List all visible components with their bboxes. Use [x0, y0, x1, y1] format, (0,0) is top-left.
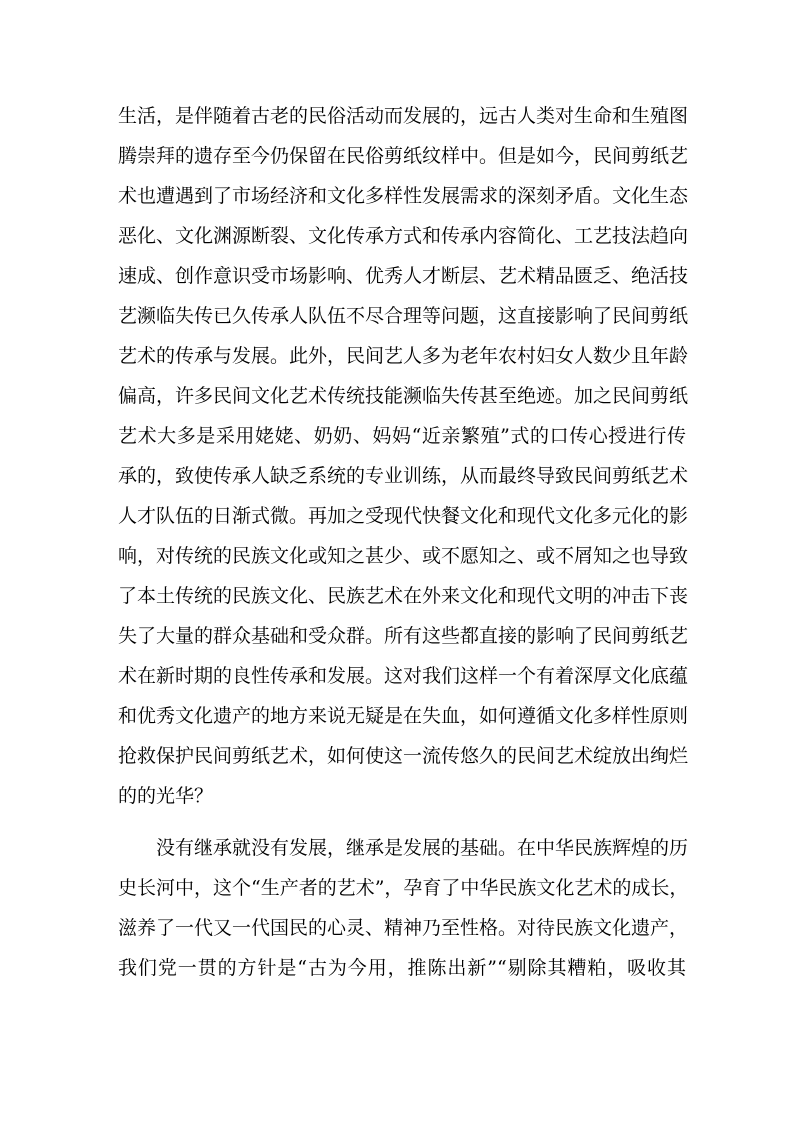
text-line: 艺术大多是采用姥姥、奶奶、妈妈“近亲繁殖”式的口传心授进行传 — [118, 425, 686, 447]
paragraph-2 — [118, 828, 689, 988]
text-line: 偏高，许多民间文化艺术传统技能濒临失传甚至绝迹。加之民间剪纸 — [118, 385, 689, 407]
text-line: 艺濒临失传已久传承人队伍不尽合理等问题，这直接影响了民间剪纸 — [118, 305, 689, 327]
paragraph-gap — [118, 816, 686, 828]
text-line: 腾崇拜的遗存至今仍保留在民俗剪纸纹样中。但是如今，民间剪纸艺 — [118, 145, 689, 167]
text-line: 没有继承就没有发展，继承是发展的基础。在中华民族辉煌的历 — [156, 837, 689, 859]
text-line: 滋养了一代又一代国民的心灵、精神乃至性格。对待民族文化遗产， — [118, 917, 689, 939]
text-line: 失了大量的群众基础和受众群。所有这些都直接的影响了民间剪纸艺 — [118, 625, 689, 647]
text-line: 生活，是伴随着古老的民俗活动而发展的，远古人类对生命和生殖图 — [118, 105, 689, 127]
text-line: 和优秀文化遗产的地方来说无疑是在失血，如何遵循文化多样性原则 — [118, 705, 689, 727]
text-line: 我们党一贯的方针是“古为今用，推陈出新”“剔除其糟粕，吸收其 — [118, 957, 686, 979]
text-line: 响，对传统的民族文化或知之甚少、或不愿知之、或不屑知之也导致 — [118, 545, 689, 567]
text-line: 艺术的传承与发展。此外，民间艺人多为老年农村妇女人数少且年龄 — [118, 345, 689, 367]
text-line: 的的光华？ — [118, 785, 214, 807]
text-line: 承的，致使传承人缺乏系统的专业训练，从而最终导致民间剪纸艺术 — [118, 465, 689, 487]
text-line: 术也遭遇到了市场经济和文化多样性发展需求的深刻矛盾。文化生态 — [118, 185, 689, 207]
paragraph-1 — [118, 96, 689, 816]
text-line: 恶化、文化渊源断裂、文化传承方式和传承内容简化、工艺技法趋向 — [118, 225, 689, 247]
text-line: 史长河中，这个“生产者的艺术”，孕育了中华民族文化艺术的成长， — [118, 877, 689, 899]
text-line: 抢救保护民间剪纸艺术，如何使这一流传悠久的民间艺术绽放出绚烂 — [118, 745, 689, 767]
text-line: 速成、创作意识受市场影响、优秀人才断层、艺术精品匮乏、绝活技 — [118, 265, 689, 287]
text-line: 术在新时期的良性传承和发展。这对我们这样一个有着深厚文化底蕴 — [118, 665, 689, 687]
text-line: 人才队伍的日渐式微。再加之受现代快餐文化和现代文化多元化的影 — [118, 505, 689, 527]
body-text — [118, 96, 689, 988]
text-line: 了本土传统的民族文化、民族艺术在外来文化和现代文明的冲击下丧 — [118, 585, 689, 607]
